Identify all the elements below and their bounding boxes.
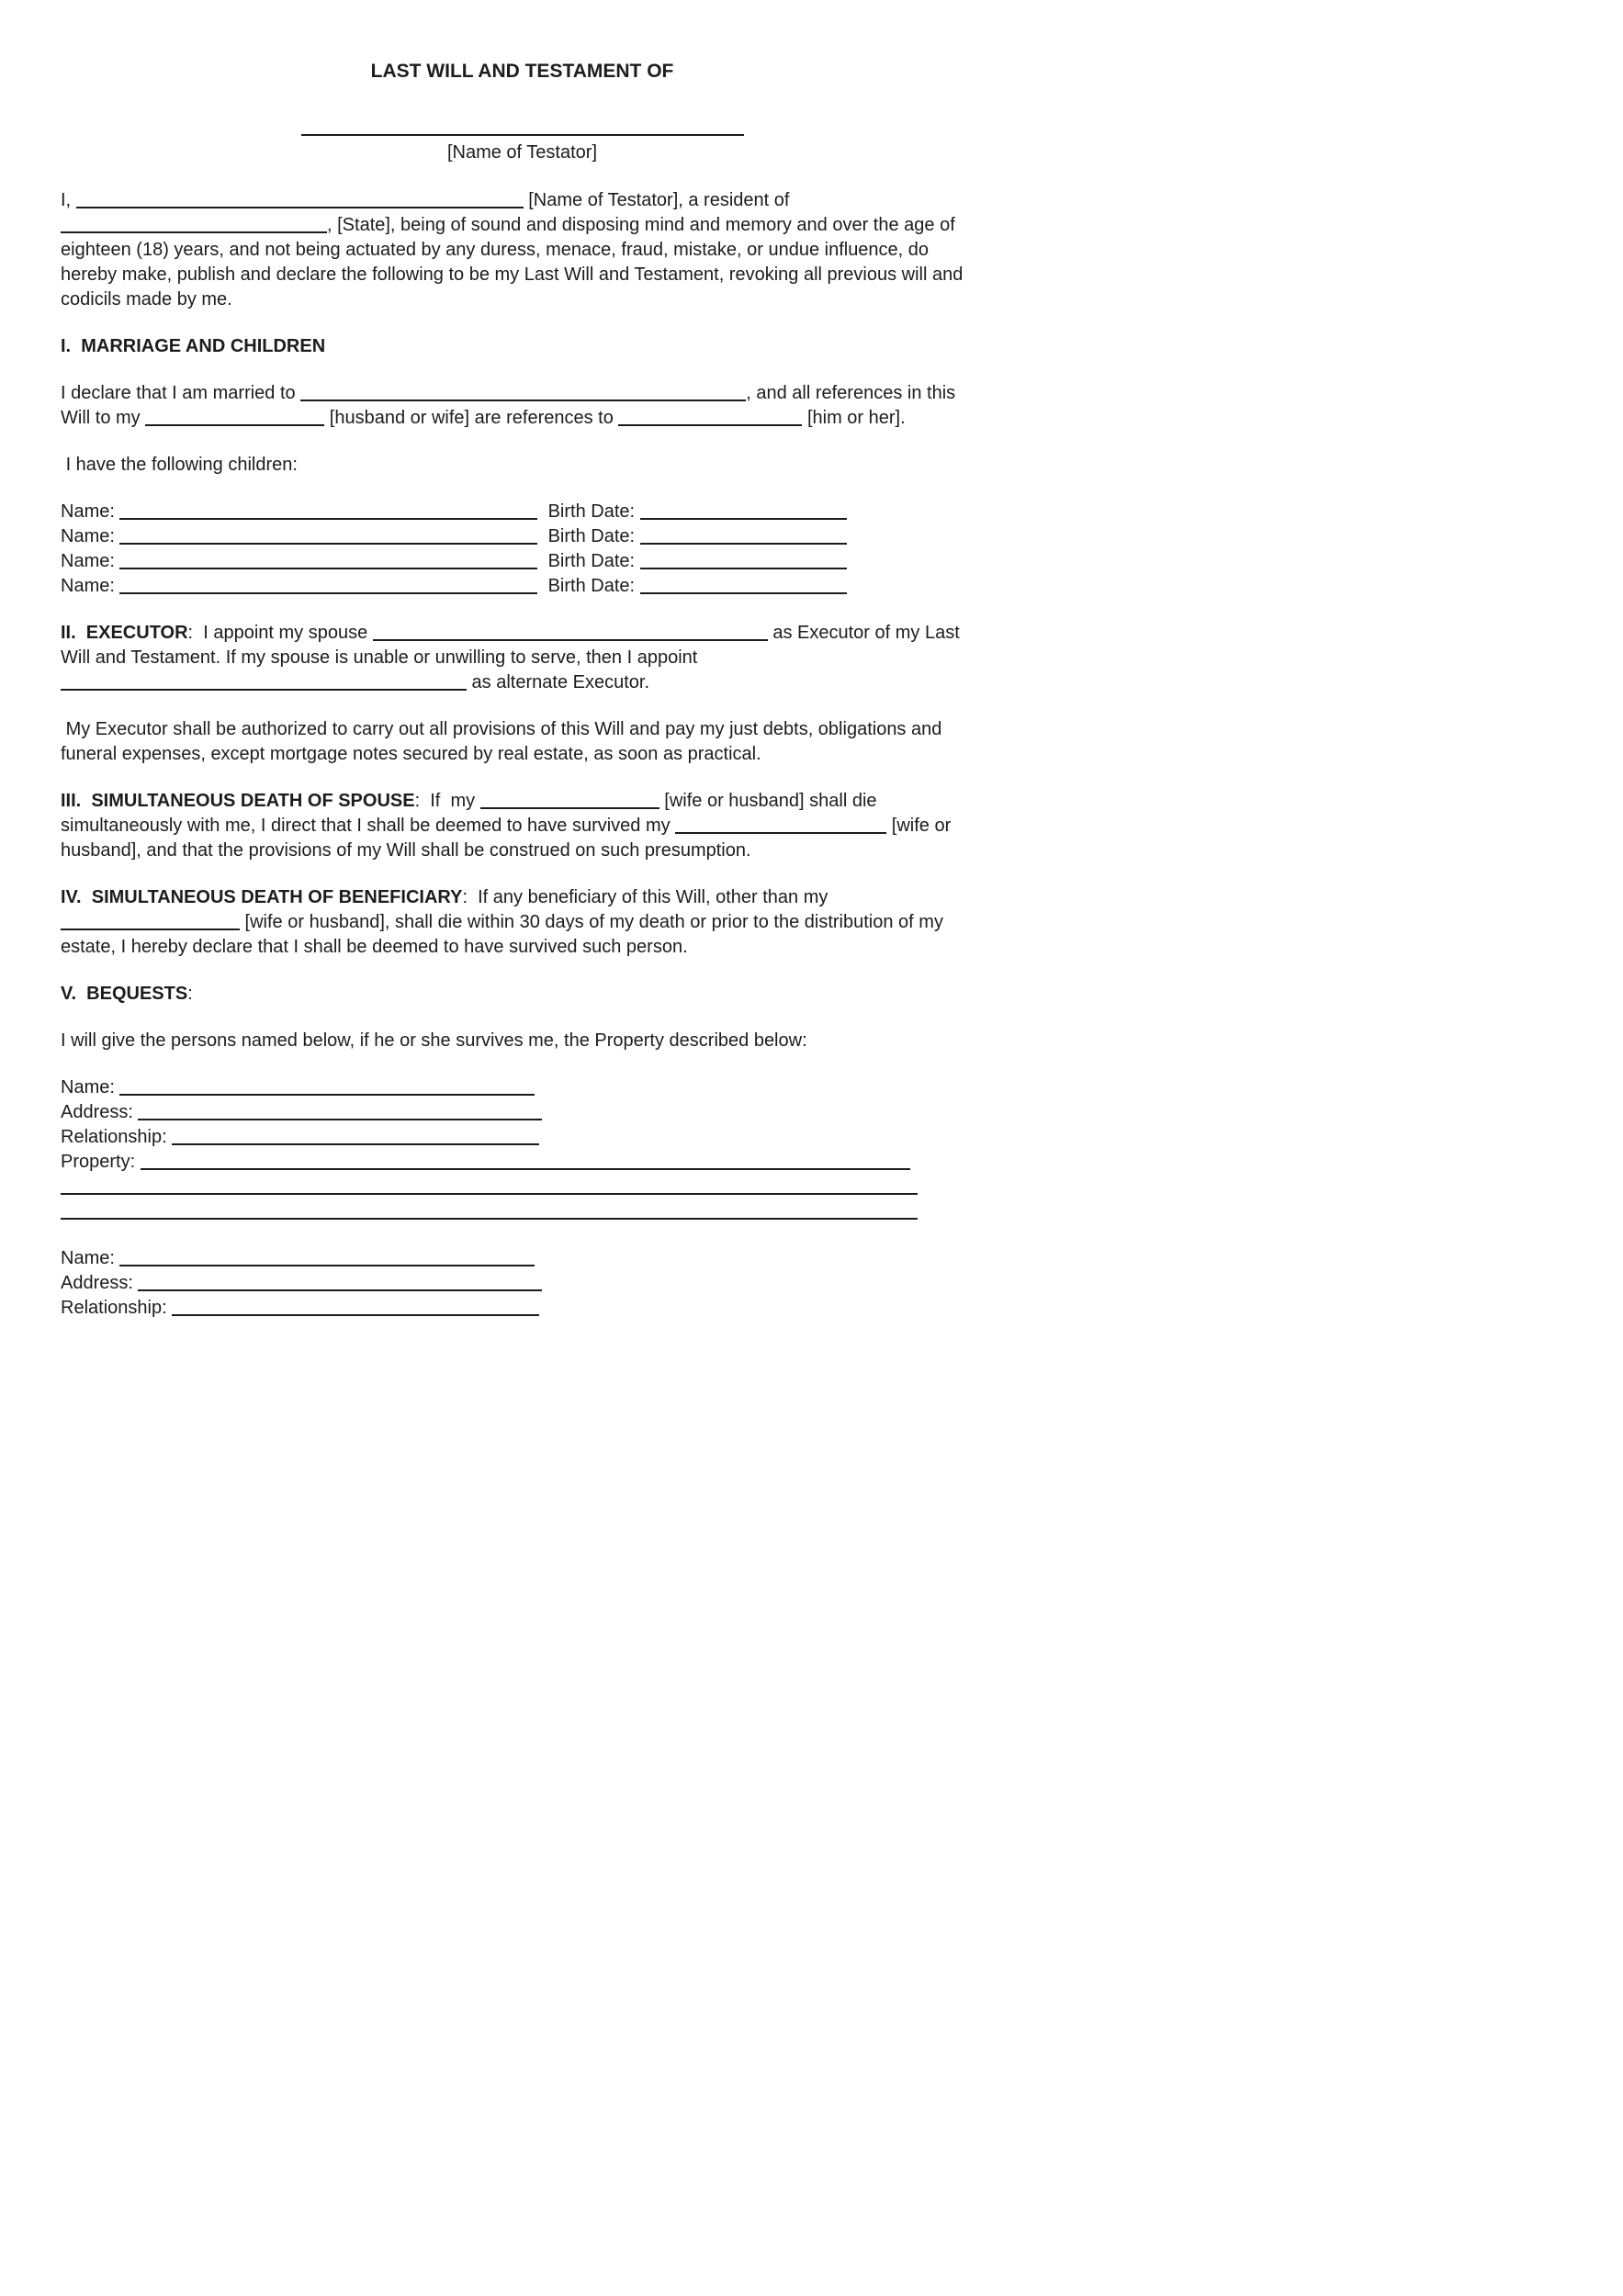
form-line xyxy=(61,1175,984,1199)
form-line xyxy=(61,1246,984,1271)
children-name-birthdate-rows xyxy=(61,500,984,599)
text-run: Name: xyxy=(61,1077,120,1097)
text-run: Birth Date: xyxy=(537,551,640,571)
executor-duties-paragraph xyxy=(61,717,984,767)
testator-name-line xyxy=(61,116,984,141)
fill-in-blank xyxy=(640,504,847,520)
text-run: Name: xyxy=(61,576,120,596)
document-title: LAST WILL AND TESTAMENT OF xyxy=(370,61,674,82)
bold-run: IV. SIMULTANEOUS DEATH OF BENEFICIARY xyxy=(61,887,463,907)
form-line xyxy=(61,1199,984,1224)
fill-in-blank xyxy=(145,411,324,426)
section-heading-bequests xyxy=(61,982,984,1007)
fill-in-blank xyxy=(618,411,802,426)
text-run: [him or her]. xyxy=(802,408,906,428)
form-line xyxy=(61,524,984,549)
form-line xyxy=(61,1100,984,1125)
text-run: [wife or husband], shall die within 30 days of my death or prior to the distribution of my estate, I hereby declare that I shall be deemed to have survived such person. xyxy=(61,912,949,957)
section-simultaneous-death-of-beneficiary xyxy=(61,885,984,960)
fill-in-blank xyxy=(61,675,467,691)
fill-in-blank xyxy=(119,1251,535,1266)
form-line xyxy=(61,500,984,524)
marriage-declaration-paragraph xyxy=(61,381,984,431)
form-line xyxy=(61,549,984,574)
form-line xyxy=(61,574,984,599)
text-run: Address: xyxy=(61,1273,139,1293)
fill-in-blank xyxy=(373,625,768,641)
text-run: Birth Date: xyxy=(537,526,640,546)
text-run: Name: xyxy=(61,501,120,522)
text-run: Name: xyxy=(61,551,120,571)
text-run: , and all references in this Will to my xyxy=(61,383,961,428)
fill-in-blank xyxy=(119,579,537,594)
fill-in-blank xyxy=(119,504,537,520)
section-simultaneous-death-of-spouse xyxy=(61,789,984,863)
form-line xyxy=(61,1075,984,1100)
fill-in-blank xyxy=(138,1276,542,1291)
fill-in-blank xyxy=(76,193,524,208)
text-run: Address: xyxy=(61,1102,139,1122)
testator-name-blank xyxy=(301,120,744,136)
fill-in-blank xyxy=(172,1300,539,1316)
fill-in-blank xyxy=(172,1130,539,1145)
fill-in-blank xyxy=(480,793,659,809)
fill-in-blank xyxy=(640,554,847,569)
text-run: : xyxy=(187,984,193,1004)
text-run: , [State], being of sound and disposing mind and memory and over the age of eighteen (18) years, and not being actuated by any duress, menace, fraud, mistake, or undue influence, do hereby make, publish and declare the following to be my Last Will and Testament, revoking all previous will and codicils made by me. xyxy=(61,215,968,310)
fill-in-blank xyxy=(61,218,327,233)
bequests-intro xyxy=(61,1029,984,1053)
text-run: as alternate Executor. xyxy=(467,672,650,692)
text-run: My Executor shall be authorized to carry out all provisions of this Will and pay my just debts, obligations and funeral expenses, except mortgage notes secured by real estate, as soon as practical. xyxy=(61,719,947,764)
text-run: Relationship: xyxy=(61,1127,173,1147)
text-run: : I appoint my spouse xyxy=(187,623,373,643)
text-run: I have the following children: xyxy=(61,455,298,475)
fill-in-blank xyxy=(675,818,886,834)
fill-in-blank xyxy=(300,386,746,401)
children-intro xyxy=(61,453,984,478)
fill-in-blank xyxy=(119,1080,535,1096)
section-executor-paragraph xyxy=(61,621,984,695)
bold-run: I. MARRIAGE AND CHILDREN xyxy=(61,336,326,356)
text-run: Name: xyxy=(61,526,120,546)
form-line xyxy=(61,1150,984,1175)
fill-in-blank xyxy=(61,1204,918,1220)
fill-in-blank xyxy=(138,1105,542,1120)
text-run: [husband or wife] are references to xyxy=(324,408,619,428)
fill-in-blank xyxy=(119,554,537,569)
fill-in-blank xyxy=(61,1179,918,1195)
fill-in-blank xyxy=(640,529,847,545)
text-run: I, xyxy=(61,190,76,210)
text-run: as Executor of my Last Will and Testament. If my spouse is unable or unwilling to serve, then I appoint xyxy=(61,623,965,668)
text-run: : If my xyxy=(414,791,480,811)
text-run: Relationship: xyxy=(61,1298,173,1318)
form-line xyxy=(61,1125,984,1150)
document-blocks xyxy=(61,188,984,1321)
fill-in-blank xyxy=(119,529,537,545)
form-line xyxy=(61,1296,984,1321)
text-run: [Name of Testator], a resident of xyxy=(523,190,795,210)
text-run: Property: xyxy=(61,1152,141,1172)
text-run: I will give the persons named below, if he or she survives me, the Property described below: xyxy=(61,1030,807,1051)
form-line xyxy=(61,1271,984,1296)
opening-declaration xyxy=(61,188,984,312)
fill-in-blank xyxy=(640,579,847,594)
bold-run: V. BEQUESTS xyxy=(61,984,188,1004)
beneficiary-block-2 xyxy=(61,1246,984,1321)
text-run: [wife or husband] shall die simultaneously with me, I direct that I shall be deemed to have survived my xyxy=(61,791,883,836)
fill-in-blank xyxy=(61,915,240,930)
bold-run: II. EXECUTOR xyxy=(61,623,188,643)
text-run: I declare that I am married to xyxy=(61,383,301,403)
testator-name-caption: [Name of Testator] xyxy=(446,142,598,163)
fill-in-blank xyxy=(141,1154,910,1170)
document-content xyxy=(61,59,984,1321)
text-run: : If any beneficiary of this Will, other than my xyxy=(462,887,833,907)
text-run: Birth Date: xyxy=(537,576,640,596)
bold-run: III. SIMULTANEOUS DEATH OF SPOUSE xyxy=(61,791,415,811)
section-heading-marriage-and-children xyxy=(61,334,984,359)
text-run: [wife or husband], and that the provisions of my Will shall be construed on such presumption. xyxy=(61,816,956,861)
text-run: Name: xyxy=(61,1248,120,1268)
text-run: Birth Date: xyxy=(537,501,640,522)
beneficiary-block-1 xyxy=(61,1075,984,1224)
